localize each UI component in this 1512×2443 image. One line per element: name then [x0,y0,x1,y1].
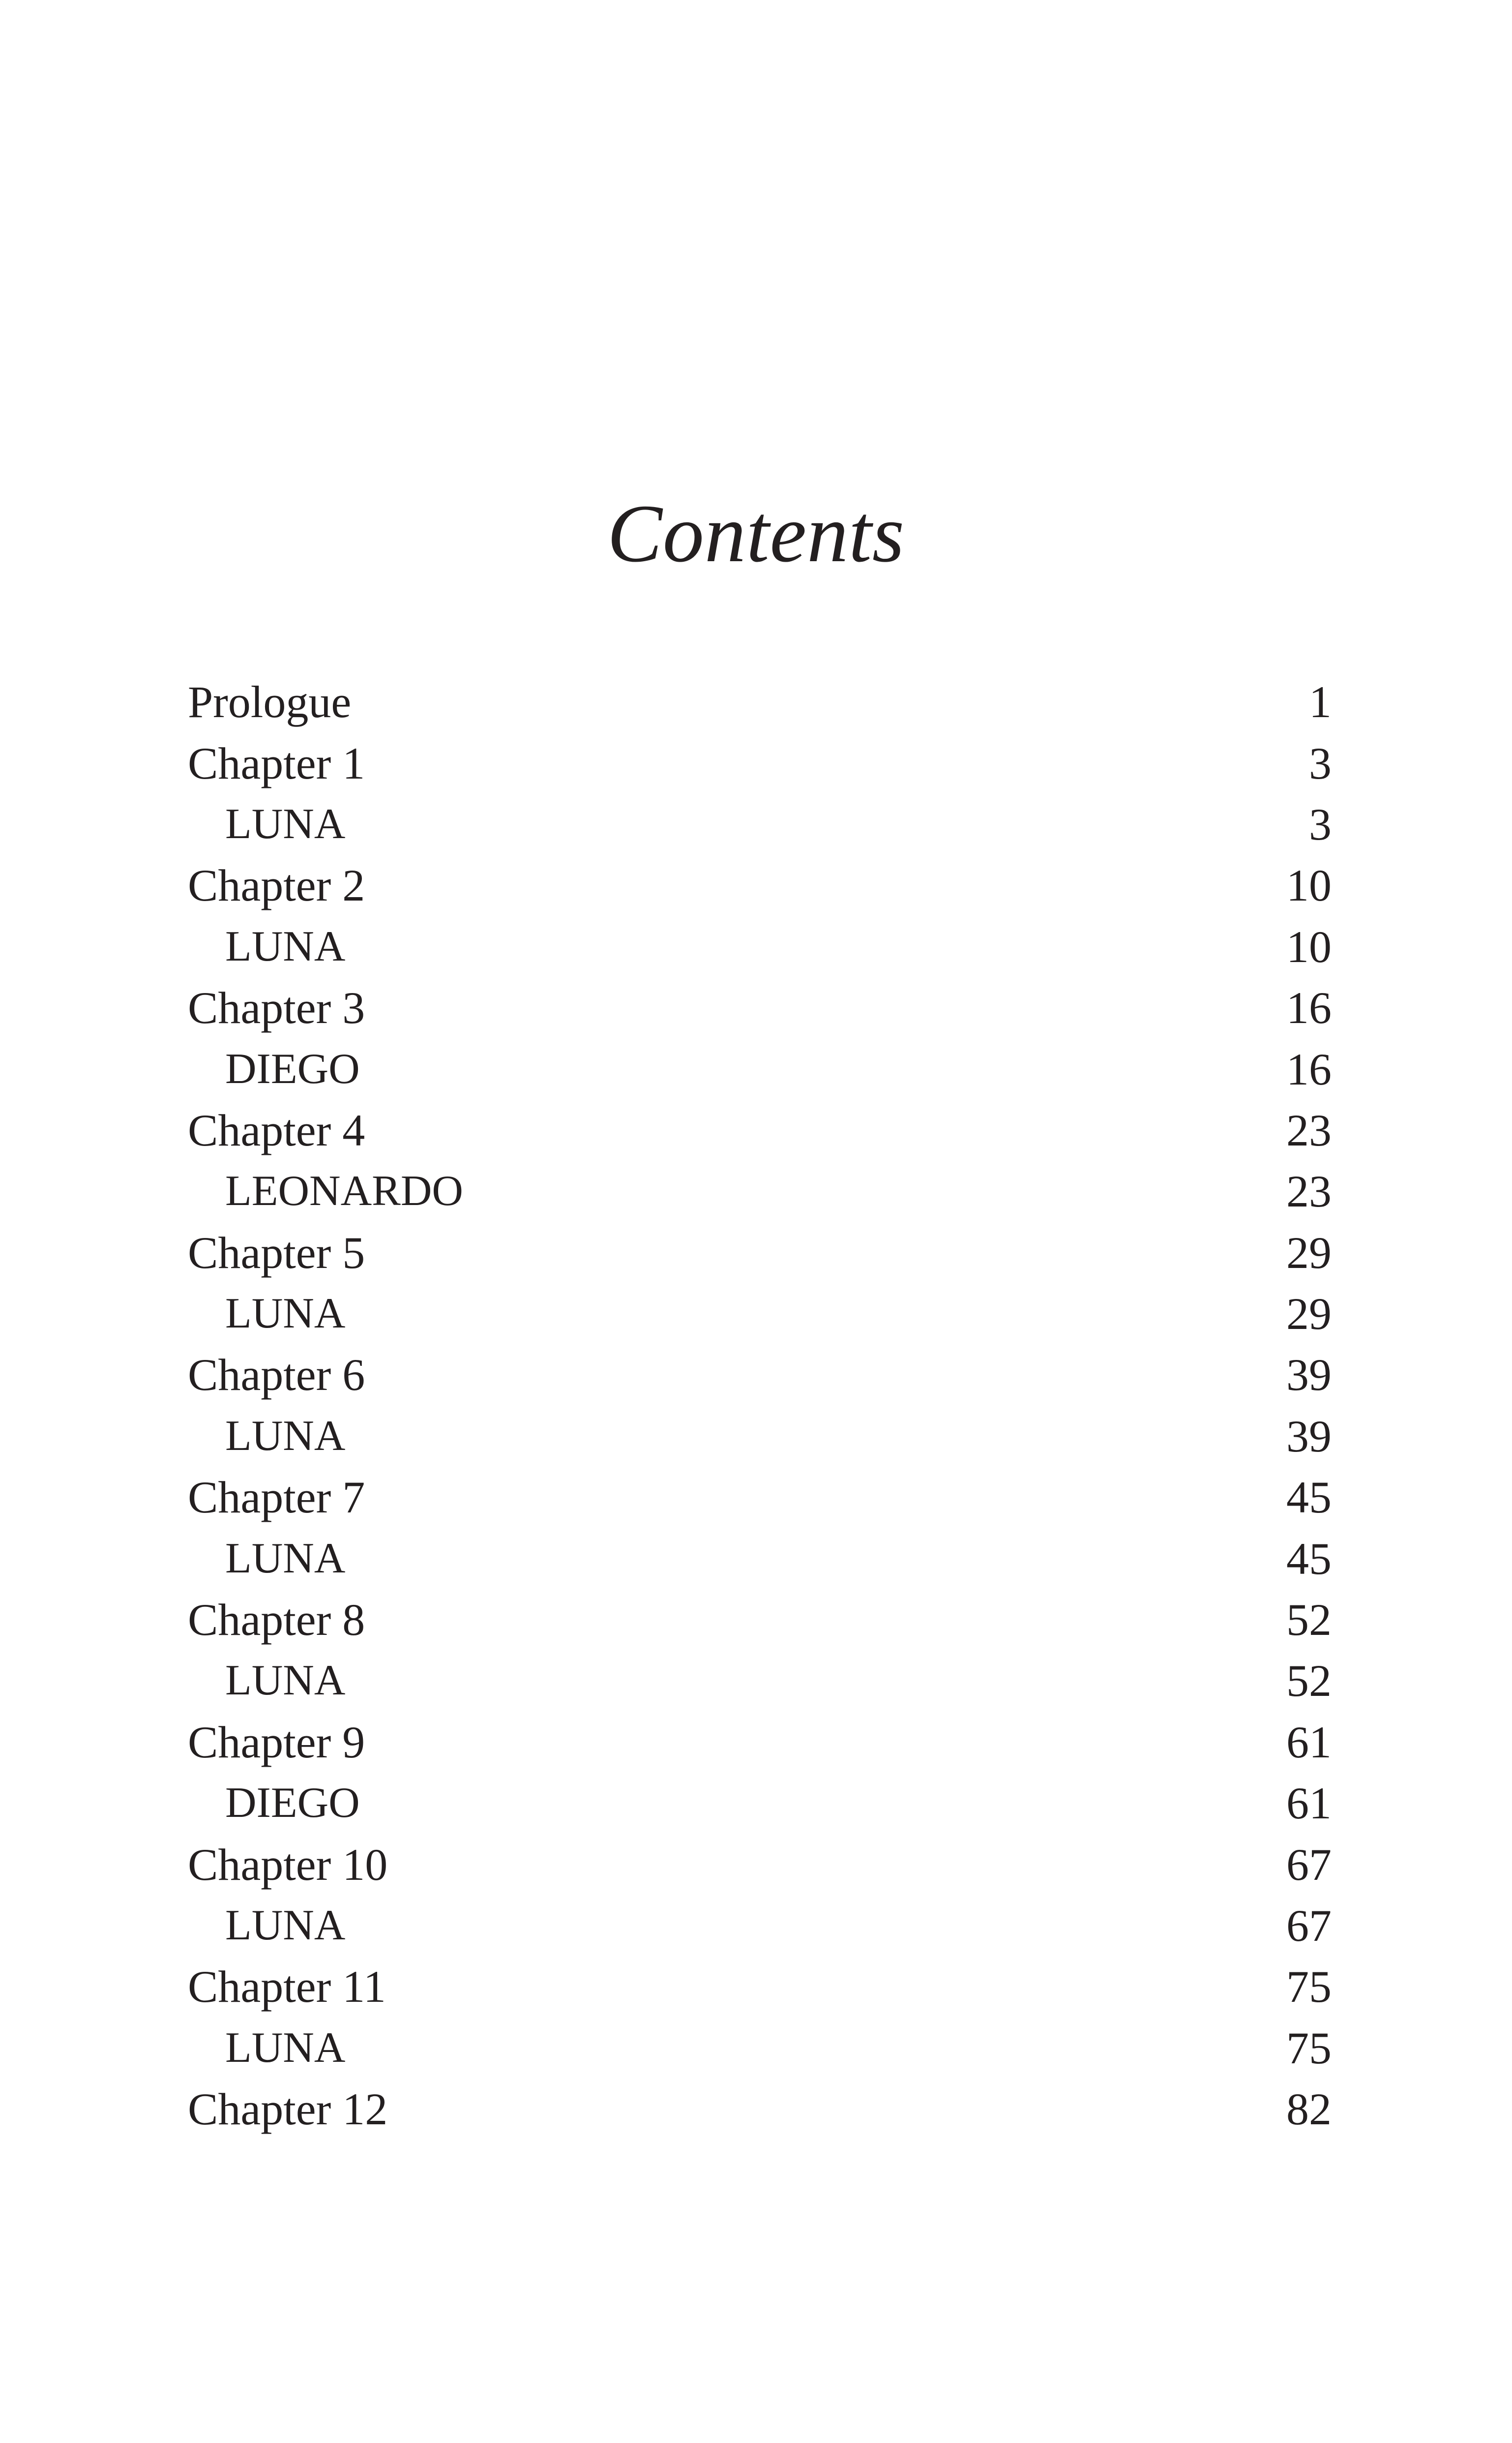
toc-entry-label: LUNA [225,2023,346,2072]
table-of-contents [188,671,1332,2140]
toc-entry [188,855,1332,916]
page-title: Contents [607,488,905,579]
toc-entry [188,1589,1332,1650]
toc-page-number: 1 [1309,677,1332,727]
toc-entry-label: LUNA [225,1657,346,1705]
toc-entry-label: LUNA [225,1290,346,1338]
toc-page-number: 3 [1309,738,1332,788]
toc-entry-label: Chapter 12 [188,2084,388,2135]
toc-entry [188,1222,1332,1283]
toc-entry [188,1956,1332,2017]
toc-entry-label: Chapter 3 [188,983,365,1033]
toc-subentry [188,1650,1332,1711]
toc-entry-label: Chapter 8 [188,1595,365,1645]
toc-entry [188,1100,1332,1161]
toc-page-number: 61 [1286,1778,1332,1829]
toc-entry [188,671,1332,732]
toc-page-number: 82 [1286,2084,1332,2135]
toc-entry-label: Chapter 11 [188,1961,386,2012]
toc-page-number: 39 [1286,1411,1332,1461]
toc-page-number: 16 [1286,983,1332,1033]
toc-subentry [188,794,1332,855]
toc-page-number: 75 [1286,1961,1332,2012]
toc-entry [188,1467,1332,1528]
toc-subentry [188,1773,1332,1834]
toc-entry-label: Chapter 4 [188,1105,365,1155]
toc-entry-label: Chapter 2 [188,860,365,911]
toc-entry-label: Chapter 7 [188,1472,365,1523]
toc-subentry [188,1528,1332,1589]
toc-subentry [188,1161,1332,1222]
toc-page-number: 52 [1286,1595,1332,1645]
toc-subentry [188,2018,1332,2079]
toc-entry [188,1834,1332,1895]
toc-page-number: 29 [1286,1289,1332,1339]
toc-page-number: 52 [1286,1656,1332,1706]
toc-page-number: 10 [1286,921,1332,972]
toc-page-number: 29 [1286,1227,1332,1278]
toc-entry-label: LUNA [225,1901,346,1949]
toc-entry-label: DIEGO [225,1045,360,1093]
toc-entry-label: Chapter 1 [188,738,365,788]
toc-entry-label: LUNA [225,922,346,970]
toc-entry [188,977,1332,1038]
toc-subentry [188,1895,1332,1956]
toc-page-number: 67 [1286,1900,1332,1951]
toc-entry-label: LUNA [225,800,346,848]
toc-entry [188,1712,1332,1773]
toc-entry-label: Chapter 9 [188,1717,365,1767]
toc-page-number: 3 [1309,799,1332,849]
toc-subentry [188,1406,1332,1467]
toc-subentry [188,1283,1332,1344]
toc-entry-label: LEONARDO [225,1167,463,1215]
toc-page-number: 45 [1286,1472,1332,1523]
toc-page-number: 45 [1286,1533,1332,1584]
toc-page-number: 75 [1286,2022,1332,2073]
toc-page-number: 61 [1286,1717,1332,1767]
toc-page-number: 39 [1286,1350,1332,1400]
toc-entry-label: Chapter 10 [188,1839,388,1890]
toc-page-number: 23 [1286,1166,1332,1217]
toc-entry-label: Prologue [188,677,352,727]
toc-entry [188,2079,1332,2140]
toc-entry [188,732,1332,793]
toc-subentry [188,1038,1332,1099]
toc-page-number: 67 [1286,1839,1332,1890]
toc-entry-label: Chapter 5 [188,1227,365,1278]
toc-entry-label: Chapter 6 [188,1350,365,1400]
toc-entry-label: DIEGO [225,1779,360,1827]
toc-page-number: 23 [1286,1105,1332,1155]
toc-entry [188,1344,1332,1405]
toc-entry-label: LUNA [225,1534,346,1582]
toc-entry-label: LUNA [225,1412,346,1460]
toc-page-number: 10 [1286,860,1332,911]
toc-subentry [188,916,1332,977]
toc-page-number: 16 [1286,1044,1332,1094]
